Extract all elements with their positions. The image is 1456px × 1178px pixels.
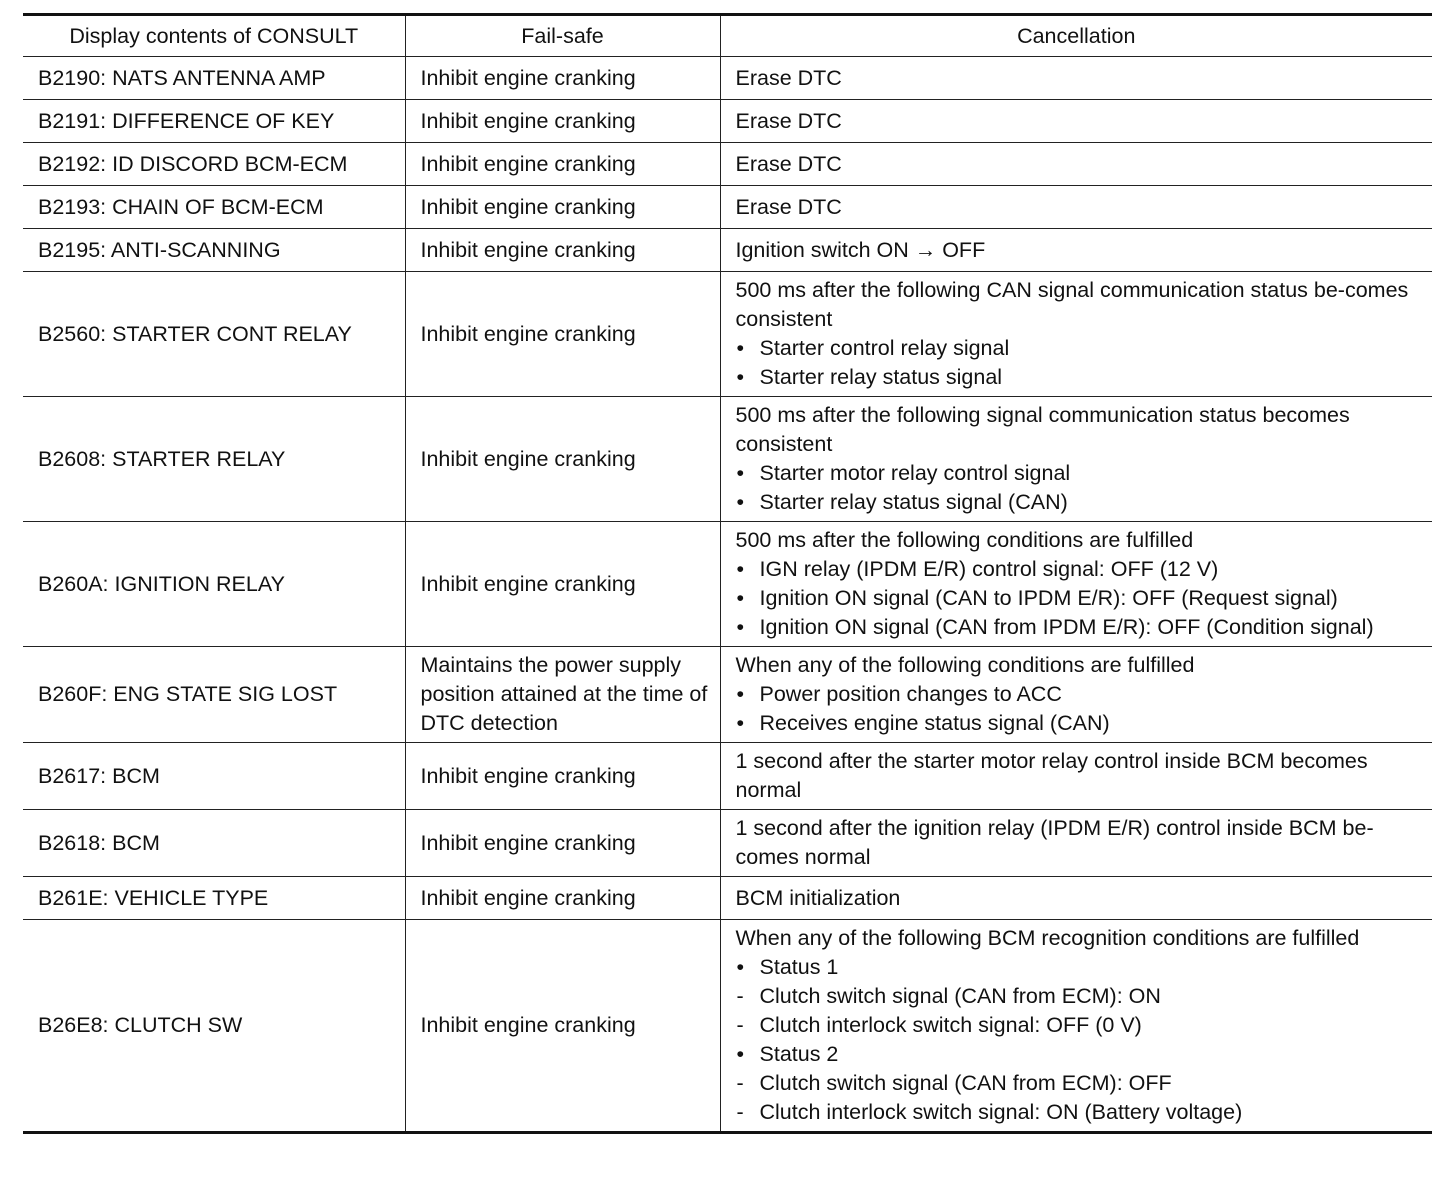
cancellation-text: When any of the following BCM recognition conditions are fulfilled bbox=[735, 926, 1360, 950]
table-header-row bbox=[23, 15, 1432, 57]
dash-item: - Clutch interlock switch signal: OFF (0 V) bbox=[736, 1011, 1427, 1040]
bullet-item: • Starter motor relay control signal bbox=[736, 459, 1427, 488]
cancellation-text: 500 ms after the following conditions are fulfilled bbox=[735, 528, 1194, 552]
bullet-item: • Starter relay status signal bbox=[736, 363, 1427, 392]
dash-item: - Clutch switch signal (CAN from ECM): ON bbox=[736, 982, 1427, 1011]
bullet-item: • Ignition ON signal (CAN from IPDM E/R): OFF (Condition signal) bbox=[736, 613, 1427, 642]
header-display-contents: Display contents of CONSULT bbox=[23, 15, 405, 57]
failsafe-cell: Inhibit engine cranking bbox=[405, 920, 720, 1133]
table-row bbox=[23, 810, 1432, 877]
display-cell: B2618: BCM bbox=[23, 810, 405, 877]
failsafe-cell: Inhibit engine cranking bbox=[405, 229, 720, 272]
cancellation-cell: Erase DTC bbox=[720, 143, 1432, 186]
cancellation-cell bbox=[720, 647, 1432, 743]
table-row bbox=[23, 143, 1432, 186]
cancellation-cell: BCM initialization bbox=[720, 877, 1432, 920]
cancellation-cell: Ignition switch ON → OFF bbox=[720, 229, 1432, 272]
display-cell: B2617: BCM bbox=[23, 743, 405, 810]
table-row bbox=[23, 100, 1432, 143]
table-row bbox=[23, 877, 1432, 920]
table-row bbox=[23, 397, 1432, 522]
display-cell: B2560: STARTER CONT RELAY bbox=[23, 272, 405, 397]
fail-safe-table bbox=[23, 13, 1432, 1134]
failsafe-cell: Inhibit engine cranking bbox=[405, 522, 720, 647]
table-row bbox=[23, 522, 1432, 647]
dash-item: - Clutch interlock switch signal: ON (Battery voltage) bbox=[736, 1098, 1427, 1127]
cancellation-cell bbox=[720, 522, 1432, 647]
display-cell: B261E: VEHICLE TYPE bbox=[23, 877, 405, 920]
cancellation-cell bbox=[720, 272, 1432, 397]
header-fail-safe: Fail-safe bbox=[405, 15, 720, 57]
display-cell: B2191: DIFFERENCE OF KEY bbox=[23, 100, 405, 143]
failsafe-cell: Inhibit engine cranking bbox=[405, 810, 720, 877]
failsafe-cell: Inhibit engine cranking bbox=[405, 877, 720, 920]
bullet-item: • Receives engine status signal (CAN) bbox=[736, 709, 1427, 738]
display-cell: B2193: CHAIN OF BCM-ECM bbox=[23, 186, 405, 229]
display-cell: B2195: ANTI-SCANNING bbox=[23, 229, 405, 272]
table-row bbox=[23, 743, 1432, 810]
bullet-item: • Ignition ON signal (CAN to IPDM E/R): OFF (Request signal) bbox=[736, 584, 1427, 613]
display-cell: B26E8: CLUTCH SW bbox=[23, 920, 405, 1133]
bullet-item: • Power position changes to ACC bbox=[736, 680, 1427, 709]
cancellation-text: 500 ms after the following signal communication status becomes consistent bbox=[735, 403, 1350, 456]
cancellation-cell bbox=[720, 397, 1432, 522]
failsafe-cell: Inhibit engine cranking bbox=[405, 57, 720, 100]
cancellation-text: 500 ms after the following CAN signal communication status be-comes consistent bbox=[735, 278, 1409, 331]
failsafe-cell: Inhibit engine cranking bbox=[405, 100, 720, 143]
table-row bbox=[23, 229, 1432, 272]
bullet-item: • Status 1 bbox=[736, 953, 1427, 982]
cancellation-cell: 1 second after the starter motor relay control inside BCM becomes normal bbox=[720, 743, 1432, 810]
dash-item: - Clutch switch signal (CAN from ECM): OFF bbox=[736, 1069, 1427, 1098]
table-row bbox=[23, 920, 1432, 1133]
display-cell: B2190: NATS ANTENNA AMP bbox=[23, 57, 405, 100]
table-row bbox=[23, 272, 1432, 397]
cancellation-cell bbox=[720, 920, 1432, 1133]
display-cell: B2608: STARTER RELAY bbox=[23, 397, 405, 522]
display-cell: B2192: ID DISCORD BCM-ECM bbox=[23, 143, 405, 186]
failsafe-cell: Inhibit engine cranking bbox=[405, 397, 720, 522]
cancellation-cell: Erase DTC bbox=[720, 100, 1432, 143]
failsafe-cell: Inhibit engine cranking bbox=[405, 272, 720, 397]
failsafe-cell: Maintains the power supply position attained at the time of DTC detection bbox=[405, 647, 720, 743]
bullet-item: • Status 2 bbox=[736, 1040, 1427, 1069]
failsafe-cell: Inhibit engine cranking bbox=[405, 143, 720, 186]
table-row bbox=[23, 57, 1432, 100]
cancellation-cell: Erase DTC bbox=[720, 57, 1432, 100]
table-row bbox=[23, 647, 1432, 743]
failsafe-cell: Inhibit engine cranking bbox=[405, 186, 720, 229]
header-cancellation: Cancellation bbox=[720, 15, 1432, 57]
failsafe-cell: Inhibit engine cranking bbox=[405, 743, 720, 810]
cancellation-text: When any of the following conditions are fulfilled bbox=[735, 653, 1195, 677]
cancellation-cell: Erase DTC bbox=[720, 186, 1432, 229]
cancellation-cell: 1 second after the ignition relay (IPDM E/R) control inside BCM be-comes normal bbox=[720, 810, 1432, 877]
table-row bbox=[23, 186, 1432, 229]
display-cell: B260A: IGNITION RELAY bbox=[23, 522, 405, 647]
bullet-item: • Starter control relay signal bbox=[736, 334, 1427, 363]
bullet-item: • IGN relay (IPDM E/R) control signal: OFF (12 V) bbox=[736, 555, 1427, 584]
display-cell: B260F: ENG STATE SIG LOST bbox=[23, 647, 405, 743]
bullet-item: • Starter relay status signal (CAN) bbox=[736, 488, 1427, 517]
